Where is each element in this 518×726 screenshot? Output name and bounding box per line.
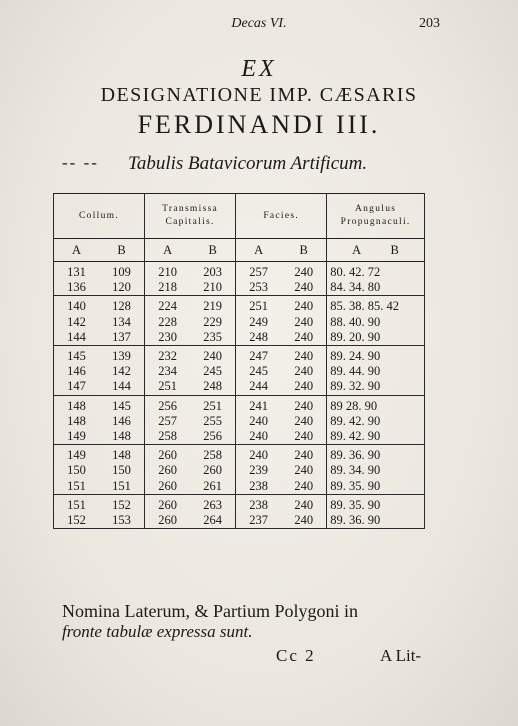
table-cell: 149 <box>54 429 100 445</box>
group-header-row <box>54 194 425 239</box>
group-header-collum: Collum. <box>54 194 145 239</box>
table-cell: 260 <box>145 445 191 464</box>
table-cell: 224 <box>145 296 191 315</box>
table-cell: 240 <box>281 296 327 315</box>
table-cell: 140 <box>54 296 100 315</box>
table-row <box>54 262 425 281</box>
table-cell: 240 <box>236 414 282 429</box>
table-cell: 240 <box>294 364 314 379</box>
fortification-table <box>53 193 425 529</box>
group-header-facies: Facies. <box>236 194 327 239</box>
table-row <box>54 513 425 529</box>
heading-ex: EX <box>241 56 277 82</box>
table-cell: 240 <box>294 413 314 428</box>
table-cell: 238 <box>236 478 282 494</box>
col-label-b: B <box>190 239 236 262</box>
table-cell: 240 <box>294 280 314 295</box>
table-cell: 89. 36. 90 <box>327 513 425 529</box>
table-row <box>54 296 425 315</box>
table-cell: 145 <box>54 345 100 364</box>
table-cell: 248 <box>203 379 222 394</box>
table-row <box>54 494 425 513</box>
table-row <box>54 414 425 429</box>
table-cell: 136 <box>54 280 100 296</box>
table-cell: 89. 36. 90 <box>327 445 425 464</box>
catchword: A Lit- <box>380 646 422 665</box>
footer-line-2: fronte tabulæ expressa sunt. <box>62 622 253 641</box>
table-cell: 263 <box>190 494 236 513</box>
table-cell: 234 <box>145 364 191 379</box>
table-cell: 152 <box>54 513 100 529</box>
table-cell: 150 <box>54 463 100 478</box>
table-cell: 88. 40. 90 <box>327 315 425 330</box>
table-cell: 148 <box>54 414 100 429</box>
table-cell: 257 <box>145 414 191 429</box>
page-number: 203 <box>419 16 440 31</box>
table-cell: 258 <box>145 429 191 445</box>
table-cell: 151 <box>54 478 100 494</box>
table-cell: 235 <box>203 329 222 344</box>
table-cell: 240 <box>281 395 327 414</box>
table-cell: 240 <box>294 329 314 344</box>
table-cell: 89. 20. 90 <box>327 330 425 346</box>
table-cell: 153 <box>99 513 145 529</box>
table-cell: 203 <box>190 262 236 281</box>
table-cell: 253 <box>236 280 282 296</box>
heading-line-2: FERDINANDI III. <box>137 110 381 139</box>
table-row <box>54 445 425 464</box>
col-label-b: B <box>99 239 145 262</box>
table-cell: 240 <box>294 314 314 329</box>
table-cell: 256 <box>145 395 191 414</box>
table-cell: 245 <box>236 364 282 379</box>
col-label-a: A <box>145 239 191 262</box>
table-cell: 240 <box>281 262 327 281</box>
table-cell: 148 <box>99 445 145 464</box>
table-cell: 146 <box>54 364 100 379</box>
col-label-a: A <box>236 239 282 262</box>
table-row <box>54 315 425 330</box>
table-row <box>54 463 425 478</box>
table-cell: 148 <box>54 395 100 414</box>
table-cell: 137 <box>112 329 131 344</box>
table-cell: 89. 42. 90 <box>327 429 425 445</box>
table-cell: 89. 34. 90 <box>327 463 425 478</box>
table-cell: 89. 24. 90 <box>327 345 425 364</box>
table-cell: 142 <box>112 364 131 379</box>
table-row <box>54 345 425 364</box>
table-cell: 240 <box>190 345 236 364</box>
table-cell: 260 <box>145 513 191 529</box>
table-cell: 228 <box>145 315 191 330</box>
col-label-b: B <box>281 239 327 262</box>
ab-header-row <box>54 239 425 262</box>
table-cell: 210 <box>145 262 191 281</box>
table-cell: 240 <box>294 463 314 478</box>
table-cell: 260 <box>203 463 222 478</box>
table-cell: 151 <box>112 478 131 493</box>
table-cell: 255 <box>203 413 222 428</box>
table-cell: 120 <box>112 280 131 295</box>
table-cell: 89. 35. 90 <box>327 494 425 513</box>
group-header-angulus: Angulus Propugnaculi. <box>327 194 425 239</box>
heading-line-1: DESIGNATIONE IMP. CÆSARIS <box>100 84 418 106</box>
table-cell: 134 <box>112 314 131 329</box>
table-cell: 238 <box>236 494 282 513</box>
table-cell: 89. 44. 90 <box>327 364 425 379</box>
table-cell: 240 <box>294 379 314 394</box>
table-cell: 148 <box>112 428 131 443</box>
table-cell: 239 <box>236 463 282 478</box>
table-cell: 218 <box>145 280 191 296</box>
table-cell: 245 <box>203 364 222 379</box>
table-cell: 256 <box>203 428 222 443</box>
table-cell: 264 <box>190 513 236 529</box>
table-cell: 248 <box>236 330 282 346</box>
table-row <box>54 330 425 346</box>
table-cell: 85. 38. 85. 42 <box>327 296 425 315</box>
subtitle-dashes: -- -- <box>62 153 99 172</box>
table-row <box>54 478 425 494</box>
table-cell: 80. 42. 72 <box>327 262 425 281</box>
table-cell: 89. 32. 90 <box>327 379 425 395</box>
table-cell: 139 <box>99 345 145 364</box>
table-body <box>54 262 425 529</box>
table-cell: 128 <box>99 296 145 315</box>
table-cell: 89. 35. 90 <box>327 478 425 494</box>
table-cell: 260 <box>145 478 191 494</box>
col-label-ab <box>327 239 425 262</box>
table-cell: 240 <box>294 428 314 443</box>
table-cell: 261 <box>203 478 222 493</box>
signature-mark: Cc 2 <box>276 646 316 665</box>
table-cell: 240 <box>281 494 327 513</box>
table-cell: 147 <box>54 379 100 395</box>
table-cell: 257 <box>236 262 282 281</box>
table-cell: 229 <box>203 314 222 329</box>
table-cell: 89 28. 90 <box>327 395 425 414</box>
subtitle-row <box>62 153 462 177</box>
table-row <box>54 379 425 395</box>
table-row <box>54 429 425 445</box>
table-row <box>54 395 425 414</box>
table-cell: 84. 34. 80 <box>327 280 425 296</box>
table-cell: 145 <box>99 395 145 414</box>
table-cell: 240 <box>281 345 327 364</box>
table-cell: 109 <box>99 262 145 281</box>
table-cell: 249 <box>236 315 282 330</box>
running-head <box>0 16 518 36</box>
subtitle: Tabulis Batavicorum Artificum. <box>128 153 368 174</box>
table-cell: 142 <box>54 315 100 330</box>
col-label-a: A <box>54 239 100 262</box>
table-cell: 240 <box>236 429 282 445</box>
table-cell: 146 <box>112 413 131 428</box>
col-label-a: A <box>352 242 362 257</box>
table-cell: 240 <box>281 513 327 529</box>
table-cell: 240 <box>281 445 327 464</box>
table-cell: 152 <box>99 494 145 513</box>
table-cell: 244 <box>236 379 282 395</box>
table-cell: 260 <box>145 494 191 513</box>
table-cell: 230 <box>145 330 191 346</box>
table-cell: 240 <box>294 478 314 493</box>
table-cell: 241 <box>236 395 282 414</box>
table-cell: 251 <box>190 395 236 414</box>
footer-line-1: Nomina Laterum, & Partium Polygoni in <box>62 601 358 621</box>
table-cell: 247 <box>236 345 282 364</box>
table-cell: 149 <box>54 445 100 464</box>
table-cell: 251 <box>145 379 191 395</box>
table-cell: 89. 42. 90 <box>327 414 425 429</box>
table-cell: 260 <box>145 463 191 478</box>
table-cell: 258 <box>190 445 236 464</box>
col-label-b: B <box>390 242 399 257</box>
table-cell: 144 <box>112 379 131 394</box>
table-cell: 232 <box>145 345 191 364</box>
table-cell: 240 <box>236 445 282 464</box>
table-cell: 151 <box>54 494 100 513</box>
running-title: Decas VI. <box>231 16 287 31</box>
table-row <box>54 280 425 296</box>
table-cell: 219 <box>190 296 236 315</box>
table-cell: 251 <box>236 296 282 315</box>
table-cell: 210 <box>203 280 222 295</box>
table-row <box>54 364 425 379</box>
table-cell: 144 <box>54 330 100 346</box>
group-header-transmissa: Transmissa Capitalis. <box>145 194 236 239</box>
table-cell: 237 <box>236 513 282 529</box>
table-cell: 150 <box>112 463 131 478</box>
table-cell: 131 <box>54 262 100 281</box>
